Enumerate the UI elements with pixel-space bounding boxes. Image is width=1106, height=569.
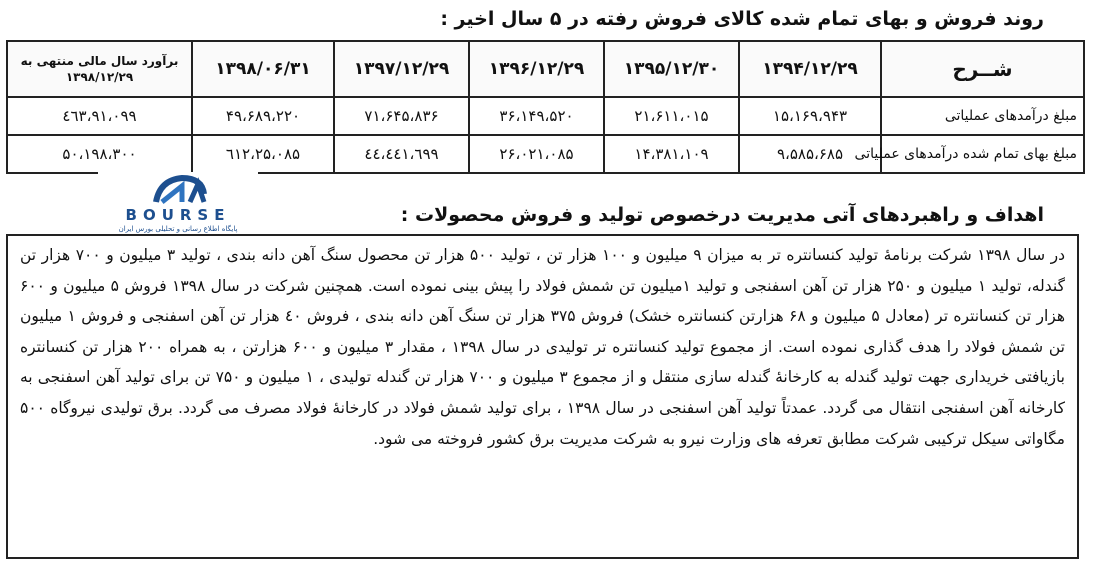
- header-estimate: برآورد سال مالی منتهی به ۱۳۹۸/۱۲/۲۹: [7, 41, 192, 97]
- table-cell: ۲۱،۶۱۱،۰۱۵: [604, 97, 739, 135]
- table-cell: ۱۵،۱۶۹،۹۴۳: [739, 97, 881, 135]
- table-cell: ۲۵،۰۸۵،٦۱۲: [192, 135, 334, 173]
- header-period: ۱۳۹۷/۱۲/۲۹: [334, 41, 469, 97]
- table-cell: ۹۱،۰۹۹،٤٦٣: [7, 97, 192, 135]
- goals-text-box: [6, 234, 1079, 559]
- header-period: ۱۳۹۵/۱۲/۳۰: [604, 41, 739, 97]
- sales-trend-table: [6, 40, 1085, 174]
- row-label: مبلغ بهای تمام شده درآمدهای عملیاتی: [881, 135, 1084, 173]
- header-period: ۱۳۹۶/۱۲/۲۹: [469, 41, 604, 97]
- logo-text: BOURSE: [125, 206, 231, 224]
- trend-section-title: روند فروش و بهای تمام شده کالای فروش رفته در ۵ سال اخیر :: [440, 8, 1044, 30]
- header-description: شــرح: [881, 41, 1084, 97]
- table-cell: ۱۴،۳۸۱،۱۰۹: [604, 135, 739, 173]
- header-period: ۱۳۹۸/۰۶/۳۱: [192, 41, 334, 97]
- bourse24-logo: [98, 172, 258, 238]
- table-cell: ۴۹،۶۸۹،۲۲۰: [192, 97, 334, 135]
- goals-section-title: اهداف و راهبردهای آتی مدیریت درخصوص تولید و فروش محصولات :: [400, 204, 1044, 226]
- table-header-row: [7, 41, 1084, 97]
- table-cell: ۹،۵۸۵،۶۸۵: [739, 135, 881, 173]
- table-cell: ۲۶،۰۲۱،۰۸۵: [469, 135, 604, 173]
- table-cell: ۳۶،۱۴۹،۵۲۰: [469, 97, 604, 135]
- table-cell: ٤٤،٤٤١،٦٩٩: [334, 135, 469, 173]
- logo-subtitle: پایگاه اطلاع رسانی و تحلیلی بورس ایران: [118, 225, 238, 233]
- header-period: ۱۳۹۴/۱۲/۲۹: [739, 41, 881, 97]
- row-label: مبلغ درآمدهای عملیاتی: [881, 97, 1084, 135]
- table-cell: ۷۱،۶۴۵،۸۳۶: [334, 97, 469, 135]
- table-row: [7, 97, 1084, 135]
- table-row: [7, 135, 1084, 173]
- goals-paragraph: در سال ۱۳۹۸ شرکت برنامهٔ تولید کنسانتره تر به میزان ۹ میلیون و ۱۰۰ هزار تن ، تولید ۵۰۰ هزار تن محصول سنگ آهن دانه بندی ، تولید ۳ میلیون و ۷۰۰ هزار تن گندله، تولید ۱ میلیون و ۲۵۰ هزار تن آهن اسفنجی و تولید ۱میلیون تن شمش فولاد را پیش بینی نموده است. همچنین شرکت در سال ۱۳۹۸ فروش ۵ میلیون و ۶۰۰ هزار تن کنسانتره تر (معادل ۵ میلیون و ۶۸ هزارتن کنسانتره خشک) فروش ۳۷۵ هزار تن سنگ آهن دانه بندی ، فروش ٤۰ هزار تن آهن اسفنجی و فروش ۱ میلیون تن شمش فولاد را هدف گذاری نموده است. از مجموع تولید کنسانتره تر تولیدی در سال ۱۳۹۸ ، مقدار ۳ میلیون و ۶۰۰ هزارتن ، به همراه ۲۰۰ هزار تن کنسانتره بازیافتی خریداری جهت تولید گندله به کارخانهٔ گندله سازی منتقل و از مجموع ۳ میلیون و ۷۰۰ هزار تن گندله تولیدی ، ۱ میلیون و ۷۵۰ تن برای تولید آهن اسفنجی به کارخانه آهن اسفنجی انتقال می گردد. عمدتاً تولید آهن اسفنجی در سال ۱۳۹۸ ، برای تولید شمش فولاد در کارخانهٔ فولاد مصرف می گردد. برق تولیدی نیروگاه ۵۰۰ مگاواتی سیکل ترکیبی شرکت مطابق تعرفه های وزارت نیرو به شرکت مدیریت برق کشور فروخته می شود.: [20, 246, 1066, 448]
- table-cell: ۵۰،۱۹۸،۳۰۰: [7, 135, 192, 173]
